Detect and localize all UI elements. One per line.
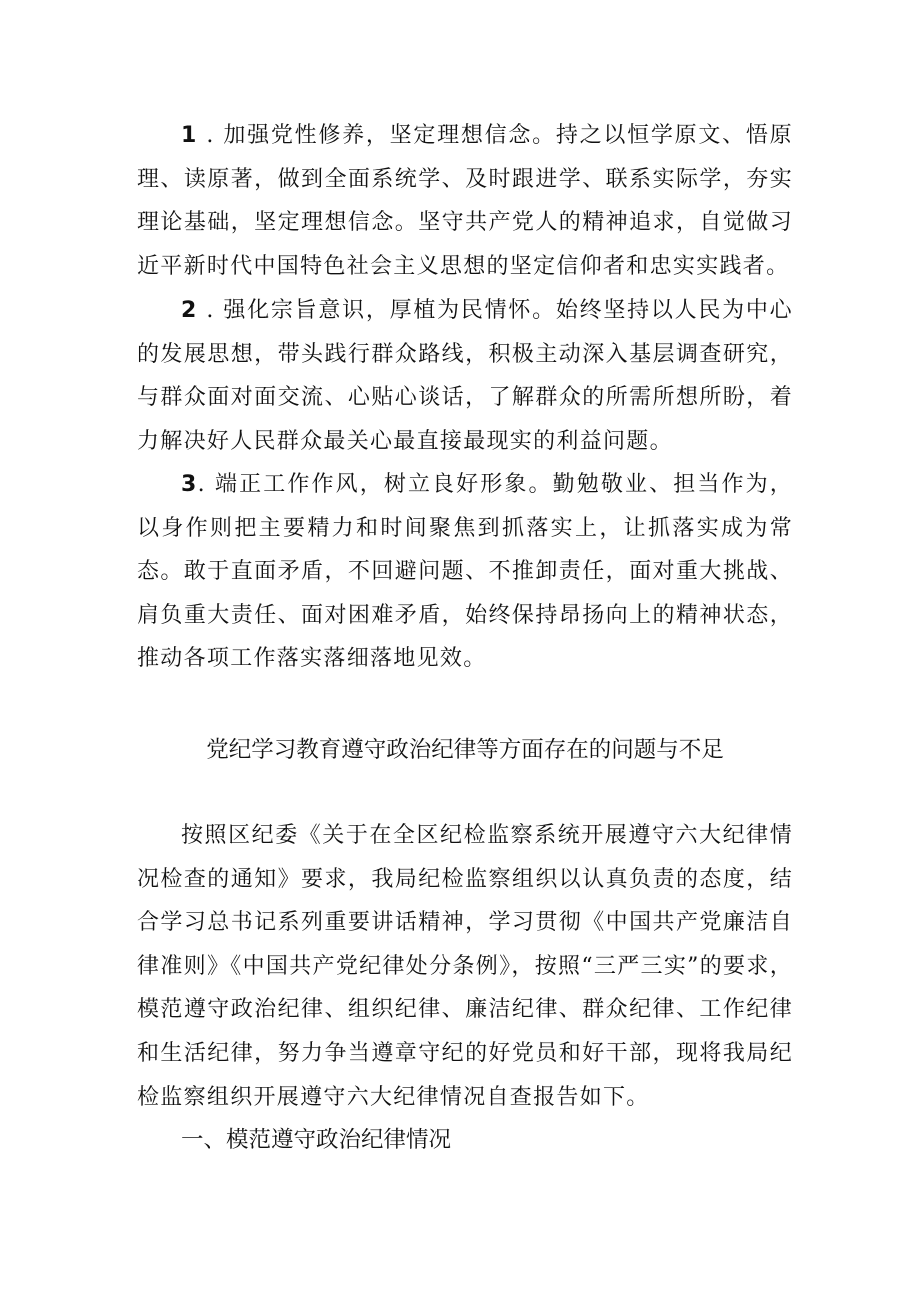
document-title: 党纪学习教育遵守政治纪律等方面存在的问题与不足	[206, 737, 724, 763]
item-text: . 强化宗旨意识，厚植为民情怀。始终坚持以人民为中心的发展思想，带头践行群众路线，积极主动深入基层调查研究，与群众面对面交流、心贴心谈话，了解群众的所需所想所盼，着力解决好人民群众最关心最直接最现实的利益问题。	[137, 298, 793, 454]
list-item-1	[137, 114, 793, 288]
item-number: 1	[181, 123, 198, 148]
list-item-2	[137, 289, 793, 463]
list-item-3	[137, 463, 793, 681]
item-number: 3	[181, 472, 198, 497]
item-text: . 加强党性修养，坚定理想信念。持之以恒学原文、悟原理、读原著，做到全面系统学、及时跟进学、联系实际学，夯实理论基础，坚定理想信念。坚守共产党人的精神追求，自觉做习近平新时代中国特色社会主义思想的坚定信仰者和忠实实践者。	[137, 123, 793, 279]
intro-paragraph: 按照区纪委《关于在全区纪检监察系统开展遵守六大纪律情况检查的通知》要求，我局纪检监察组织以认真负责的态度，结合学习总书记系列重要讲话精神，学习贯彻《中国共产党廉洁自律准则》《中国共产党纪律处分条例》，按照“三严三实”的要求，模范遵守政治纪律、组织纪律、廉洁纪律、群众纪律、工作纪律和生活纪律，努力争当遵章守纪的好党员和好干部，现将我局纪检监察组织开展遵守六大纪律情况自查报告如下。	[137, 823, 793, 1110]
item-text: . 端正工作作风，树立良好形象。勤勉敬业、担当作为，以身作则把主要精力和时间聚焦到抓落实上，让抓落实成为常态。敢于直面矛盾，不回避问题、不推卸责任，面对重大挑战、肩负重大责任、面对困难矛盾，始终保持昂扬向上的精神状态，推动各项工作落实落细落地见效。	[137, 472, 793, 672]
item-number: 2	[181, 298, 198, 323]
section-heading: 一、模范遵守政治纪律情况	[181, 1127, 452, 1153]
